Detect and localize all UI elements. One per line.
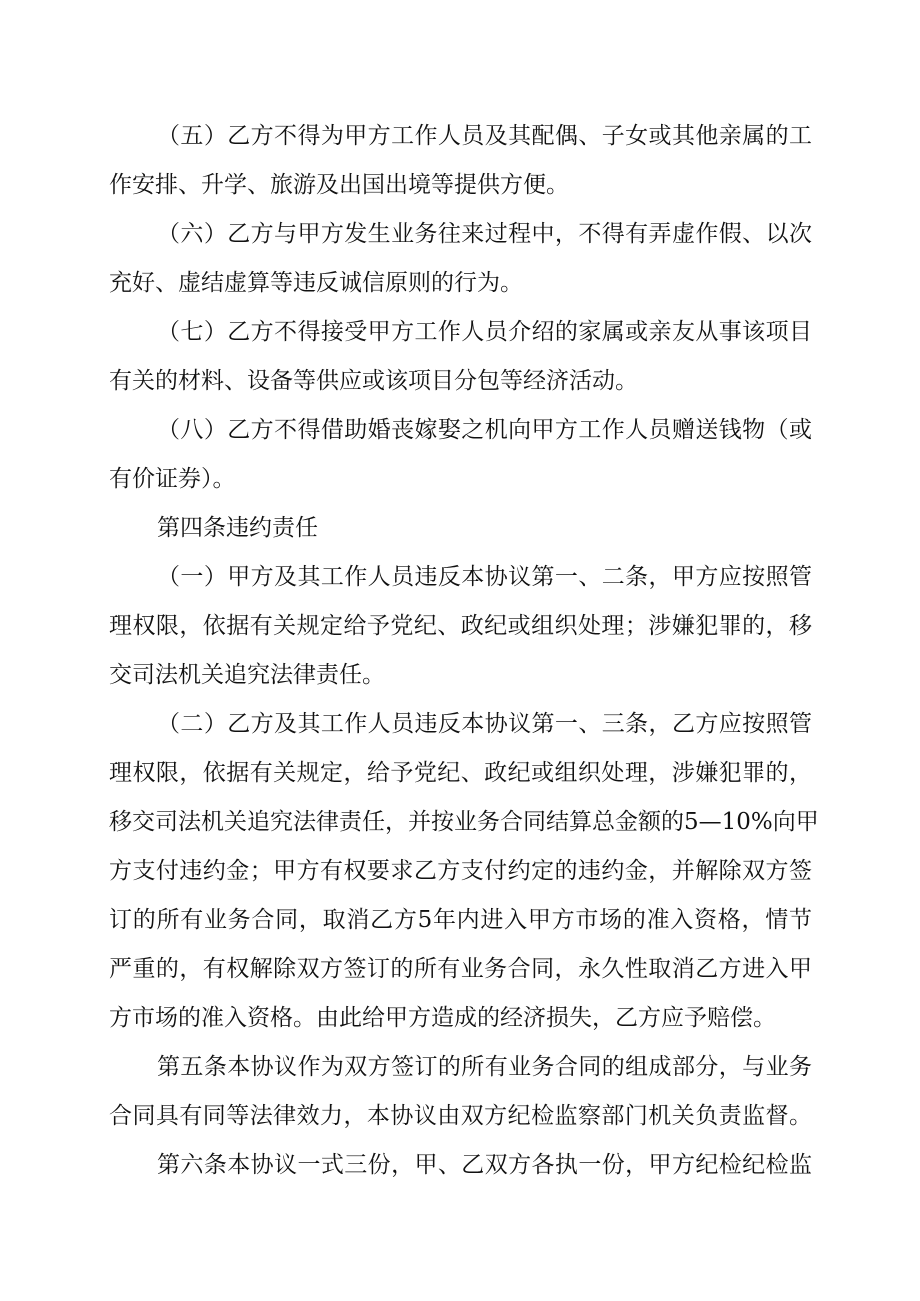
text-line: 有价证券）。: [109, 466, 236, 492]
text-line: （五）乙方不得为甲方工作人员及其配偶、子女或其他亲属的工: [157, 123, 812, 149]
text-line: 方市场的准入资格。由此给甲方造成的经济损失，乙方应予赔偿。: [109, 1005, 776, 1031]
text-line: （六）乙方与甲方发生业务往来过程中，不得有弄虚作假、以次: [157, 221, 812, 247]
text-line: 严重的，有权解除双方签订的所有业务合同，永久性取消乙方进入甲: [109, 956, 812, 982]
text-line: 作安排、升学、旅游及出国出境等提供方便。: [109, 172, 569, 198]
text-line: 理权限，依据有关规定给予党纪、政纪或组织处理；涉嫌犯罪的，移: [109, 613, 812, 639]
text-line: 方支付违约金；甲方有权要求乙方支付约定的违约金，并解除双方签: [109, 858, 812, 884]
text-line: 理权限，依据有关规定，给予党纪、政纪或组织处理，涉嫌犯罪的，: [109, 760, 812, 786]
text-line: 移交司法机关追究法律责任，并按业务合同结算总金额的5—10%向甲: [109, 809, 819, 835]
text-line: （八）乙方不得借助婚丧嫁娶之机向甲方工作人员赠送钱物（或: [157, 417, 812, 443]
text-line: 第五条本协议作为双方签订的所有业务合同的组成部分，与业务: [157, 1054, 812, 1080]
text-line: （七）乙方不得接受甲方工作人员介绍的家属或亲友从事该项目: [157, 319, 812, 345]
text-line: 充好、虚结虚算等违反诚信原则的行为。: [109, 270, 523, 296]
text-line: 合同具有同等法律效力，本协议由双方纪检监察部门机关负责监督。: [109, 1103, 812, 1129]
section-heading: 第四条违约责任: [157, 515, 318, 541]
text-line: （一）甲方及其工作人员违反本协议第一、二条，甲方应按照管: [157, 564, 812, 590]
text-line: （二）乙方及其工作人员违反本协议第一、三条，乙方应按照管: [157, 711, 812, 737]
text-line: 订的所有业务合同，取消乙方5年内进入甲方市场的准入资格，情节: [109, 907, 812, 933]
text-line: 交司法机关追究法律责任。: [109, 662, 385, 688]
text-line: 第六条本协议一式三份，甲、乙双方各执一份，甲方纪检纪检监: [157, 1152, 812, 1178]
text-line: 有关的材料、设备等供应或该项目分包等经济活动。: [109, 368, 638, 394]
